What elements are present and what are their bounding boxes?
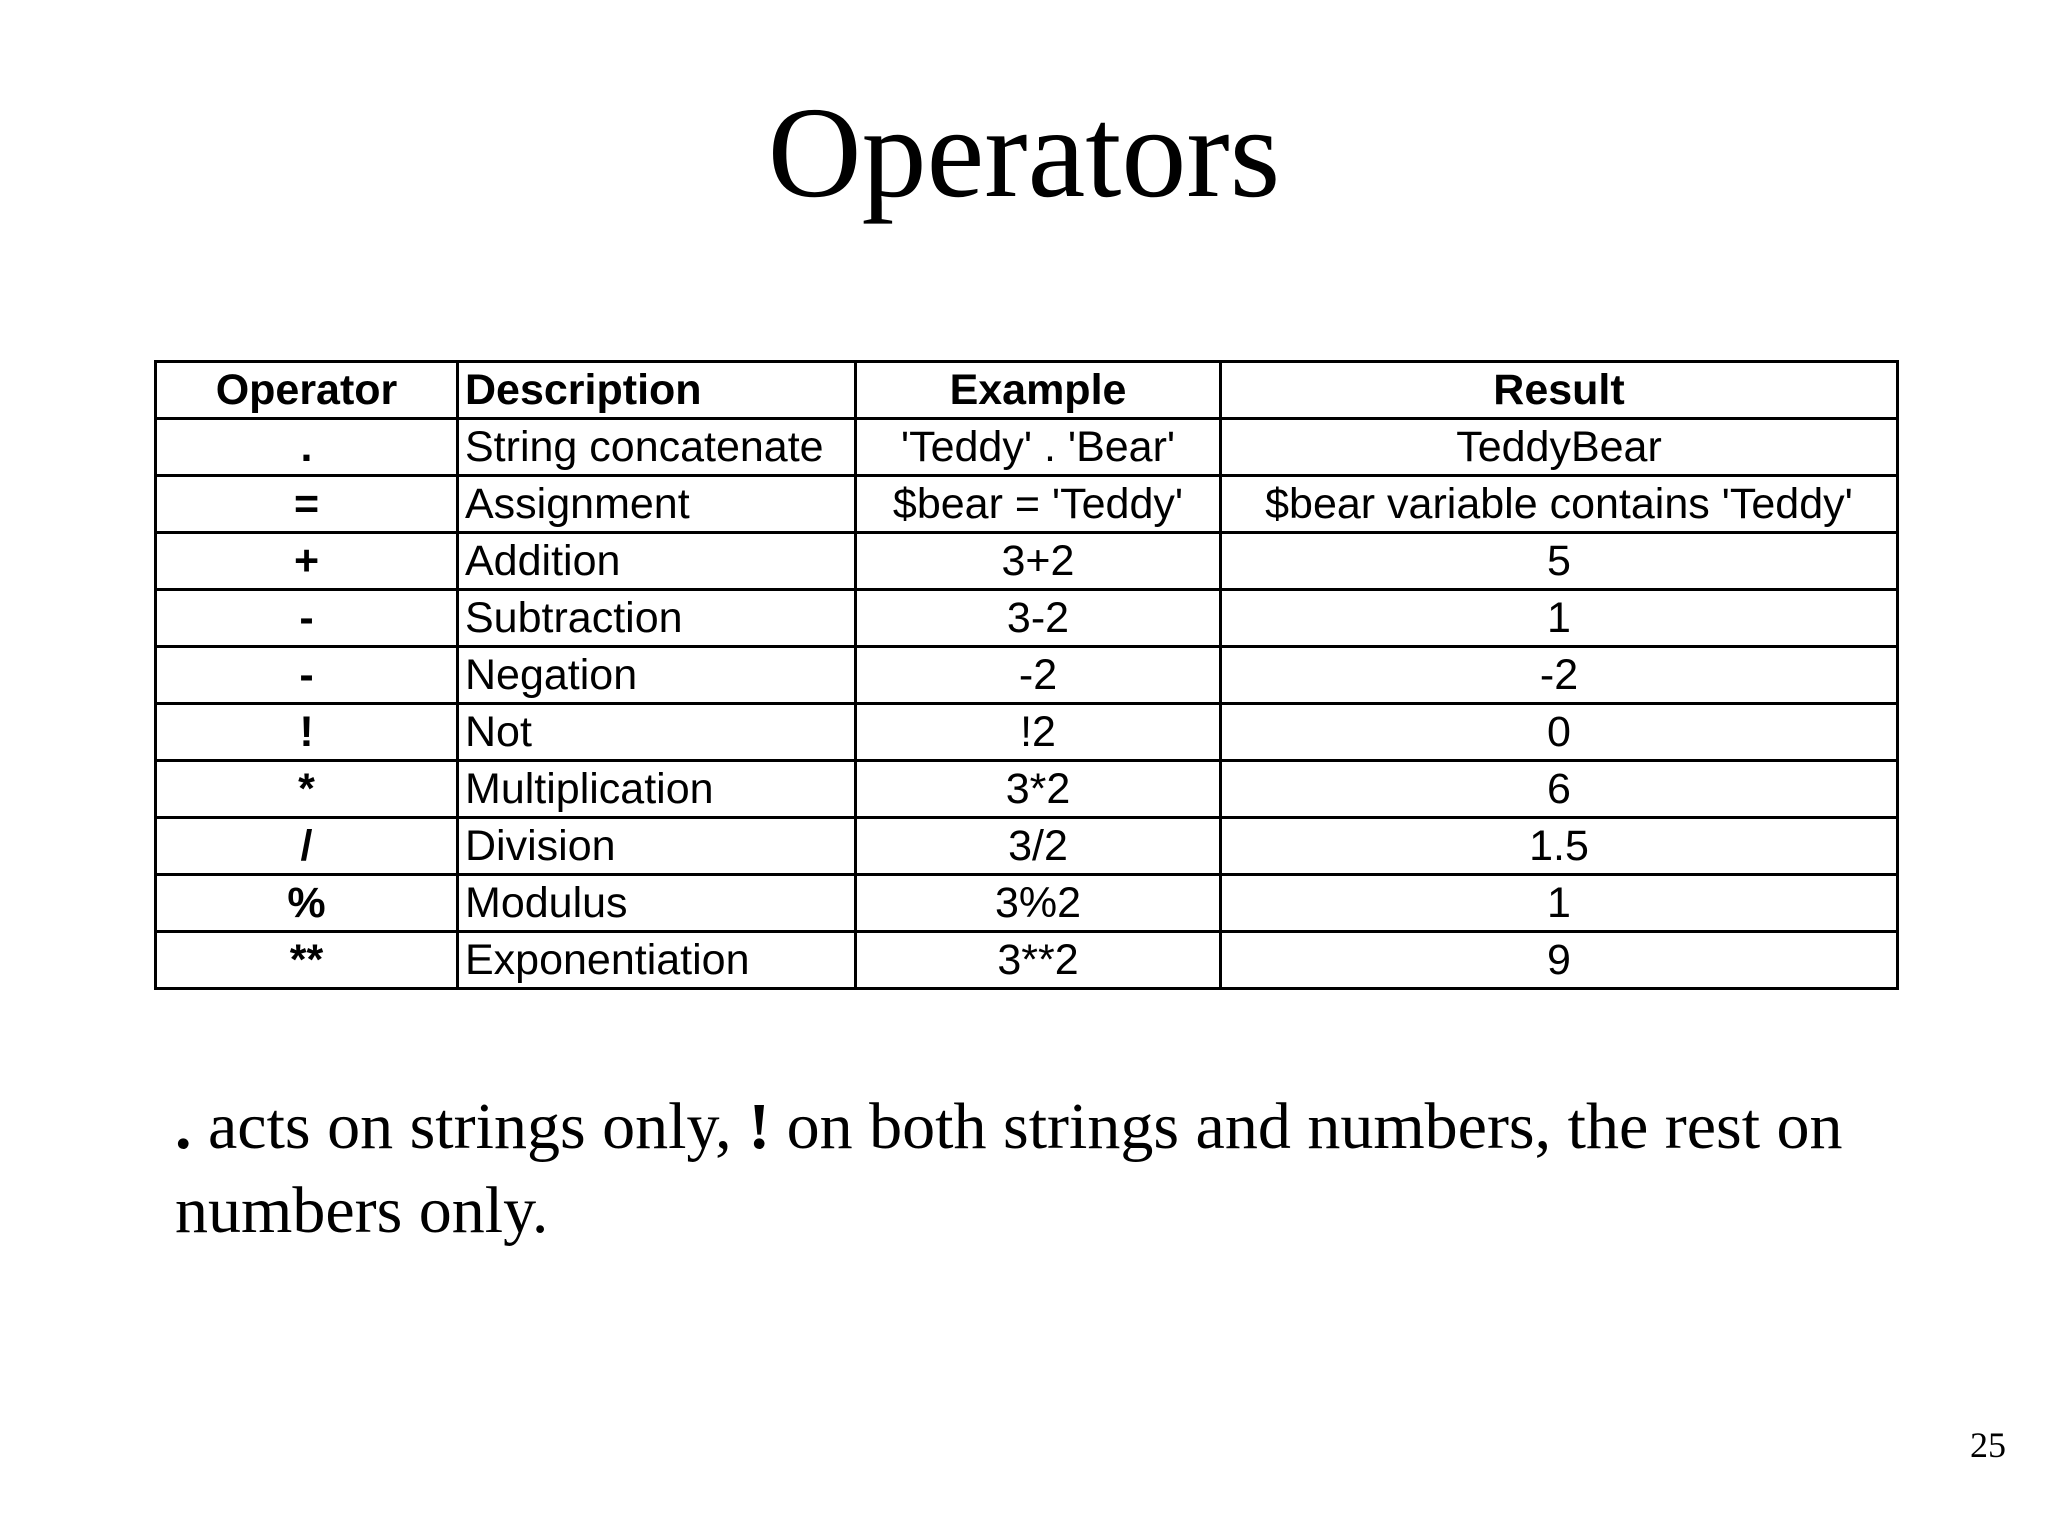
result-cell: 1: [1221, 590, 1898, 647]
example-cell: 3*2: [856, 761, 1221, 818]
description-cell: Modulus: [458, 875, 856, 932]
result-cell: 9: [1221, 932, 1898, 989]
example-cell: 3+2: [856, 533, 1221, 590]
description-cell: Exponentiation: [458, 932, 856, 989]
operator-cell: *: [156, 761, 458, 818]
table-row: [156, 533, 1898, 590]
note-not-operator: !: [748, 1090, 771, 1163]
operator-cell: -: [156, 647, 458, 704]
description-cell: Not: [458, 704, 856, 761]
operator-cell: -: [156, 590, 458, 647]
operator-cell: +: [156, 533, 458, 590]
example-cell: 3-2: [856, 590, 1221, 647]
table-row: [156, 419, 1898, 476]
description-cell: Multiplication: [458, 761, 856, 818]
result-cell: 6: [1221, 761, 1898, 818]
result-cell: 1.5: [1221, 818, 1898, 875]
table-row: [156, 590, 1898, 647]
description-cell: Division: [458, 818, 856, 875]
example-cell: $bear = 'Teddy': [856, 476, 1221, 533]
example-cell: 3%2: [856, 875, 1221, 932]
operators-table: [154, 360, 1899, 990]
table-header-row: [156, 362, 1898, 419]
slide-title: Operators: [767, 81, 1281, 225]
operator-note: [175, 1085, 1935, 1253]
operator-cell: **: [156, 932, 458, 989]
result-cell: -2: [1221, 647, 1898, 704]
operator-cell: !: [156, 704, 458, 761]
table-row: [156, 647, 1898, 704]
page-number: 25: [1970, 1425, 2006, 1465]
description-cell: Assignment: [458, 476, 856, 533]
operator-cell: .: [156, 419, 458, 476]
table-row: [156, 761, 1898, 818]
result-cell: TeddyBear: [1221, 419, 1898, 476]
operator-cell: %: [156, 875, 458, 932]
note-text-2: on both strings and numbers, the rest on numbers only.: [175, 1090, 1843, 1247]
result-cell: 5: [1221, 533, 1898, 590]
example-cell: 3**2: [856, 932, 1221, 989]
example-cell: -2: [856, 647, 1221, 704]
description-cell: Addition: [458, 533, 856, 590]
example-cell: 'Teddy' . 'Bear': [856, 419, 1221, 476]
example-cell: 3/2: [856, 818, 1221, 875]
result-cell: 0: [1221, 704, 1898, 761]
operator-cell: /: [156, 818, 458, 875]
note-text-1: acts on strings only,: [191, 1090, 749, 1163]
header-example: Example: [856, 362, 1221, 419]
header-result: Result: [1221, 362, 1898, 419]
table-row: [156, 818, 1898, 875]
operator-cell: =: [156, 476, 458, 533]
result-cell: 1: [1221, 875, 1898, 932]
table-row: [156, 704, 1898, 761]
note-dot-operator: .: [175, 1090, 192, 1163]
description-cell: String concatenate: [458, 419, 856, 476]
header-operator: Operator: [156, 362, 458, 419]
description-cell: Subtraction: [458, 590, 856, 647]
header-description: Description: [458, 362, 856, 419]
table-row: [156, 932, 1898, 989]
table-row: [156, 875, 1898, 932]
example-cell: !2: [856, 704, 1221, 761]
table-row: [156, 476, 1898, 533]
result-cell: $bear variable contains 'Teddy': [1221, 476, 1898, 533]
description-cell: Negation: [458, 647, 856, 704]
